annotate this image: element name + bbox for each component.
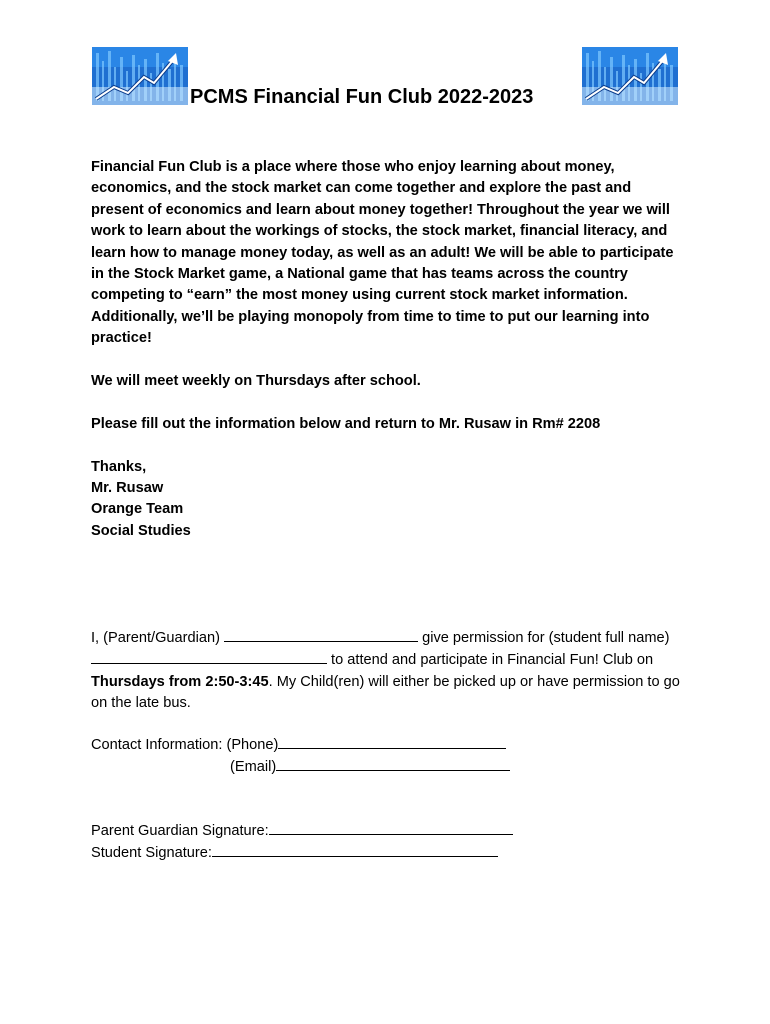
- permission-text-part4: . My Child(ren) will either be picked up or have permission to go on the late bus.: [91, 673, 680, 712]
- parent-name-field[interactable]: [224, 627, 418, 642]
- meeting-time: Thursdays from 2:50-3:45: [91, 673, 269, 690]
- team-name: Orange Team: [91, 501, 184, 518]
- phone-label: Contact Information: (Phone): [91, 737, 279, 753]
- teacher-name: Mr. Rusaw: [91, 480, 164, 497]
- student-signature-label: Student Signature:: [91, 845, 212, 862]
- return-instructions: Please fill out the information below and return to Mr. Rusaw in Rm# 2208: [91, 415, 601, 432]
- phone-field[interactable]: [278, 734, 506, 749]
- permission-text-part1: I, (Parent/Guardian): [91, 630, 225, 646]
- teacher-signoff: [91, 457, 681, 543]
- email-field[interactable]: [276, 756, 510, 771]
- page-title: PCMS Financial Fun Club 2022-2023: [190, 86, 534, 108]
- stock-chart-icon: [582, 47, 678, 105]
- student-signature-field[interactable]: [212, 842, 498, 857]
- signature-section: [91, 820, 513, 865]
- department-name: Social Studies: [91, 522, 191, 539]
- contact-information: [91, 734, 510, 779]
- parent-signature-label: Parent Guardian Signature:: [91, 823, 269, 839]
- email-label: (Email): [230, 759, 277, 776]
- permission-text-part3: to attend and participate in Financial Fun! Club on: [327, 652, 654, 669]
- stock-chart-icon: [92, 47, 188, 105]
- closing-text: Thanks,: [91, 458, 147, 475]
- club-description: [91, 157, 681, 542]
- intro-paragraph: Financial Fun Club is a place where those who enjoy learning about money, economics, and the stock market can come together and explore the past and present of economics and learn about money together! Throughout the year we will work to learn about the workings of stocks, the stock market, financial literacy, and learn how to manage money today, as well as an adult! We will be able to participate in the Stock Market game, a National game that has teams across the country competing to “earn” the most money using current stock market information. Additionally, we’ll be playing monopoly from time to time to put our learning into practice!: [91, 159, 674, 347]
- permission-text-part2: give permission for (student full name): [418, 630, 670, 646]
- permission-statement: [91, 627, 681, 715]
- meeting-schedule: We will meet weekly on Thursdays after school.: [91, 373, 421, 390]
- header: [92, 47, 678, 109]
- parent-signature-field[interactable]: [269, 820, 513, 835]
- student-name-field[interactable]: [91, 649, 327, 664]
